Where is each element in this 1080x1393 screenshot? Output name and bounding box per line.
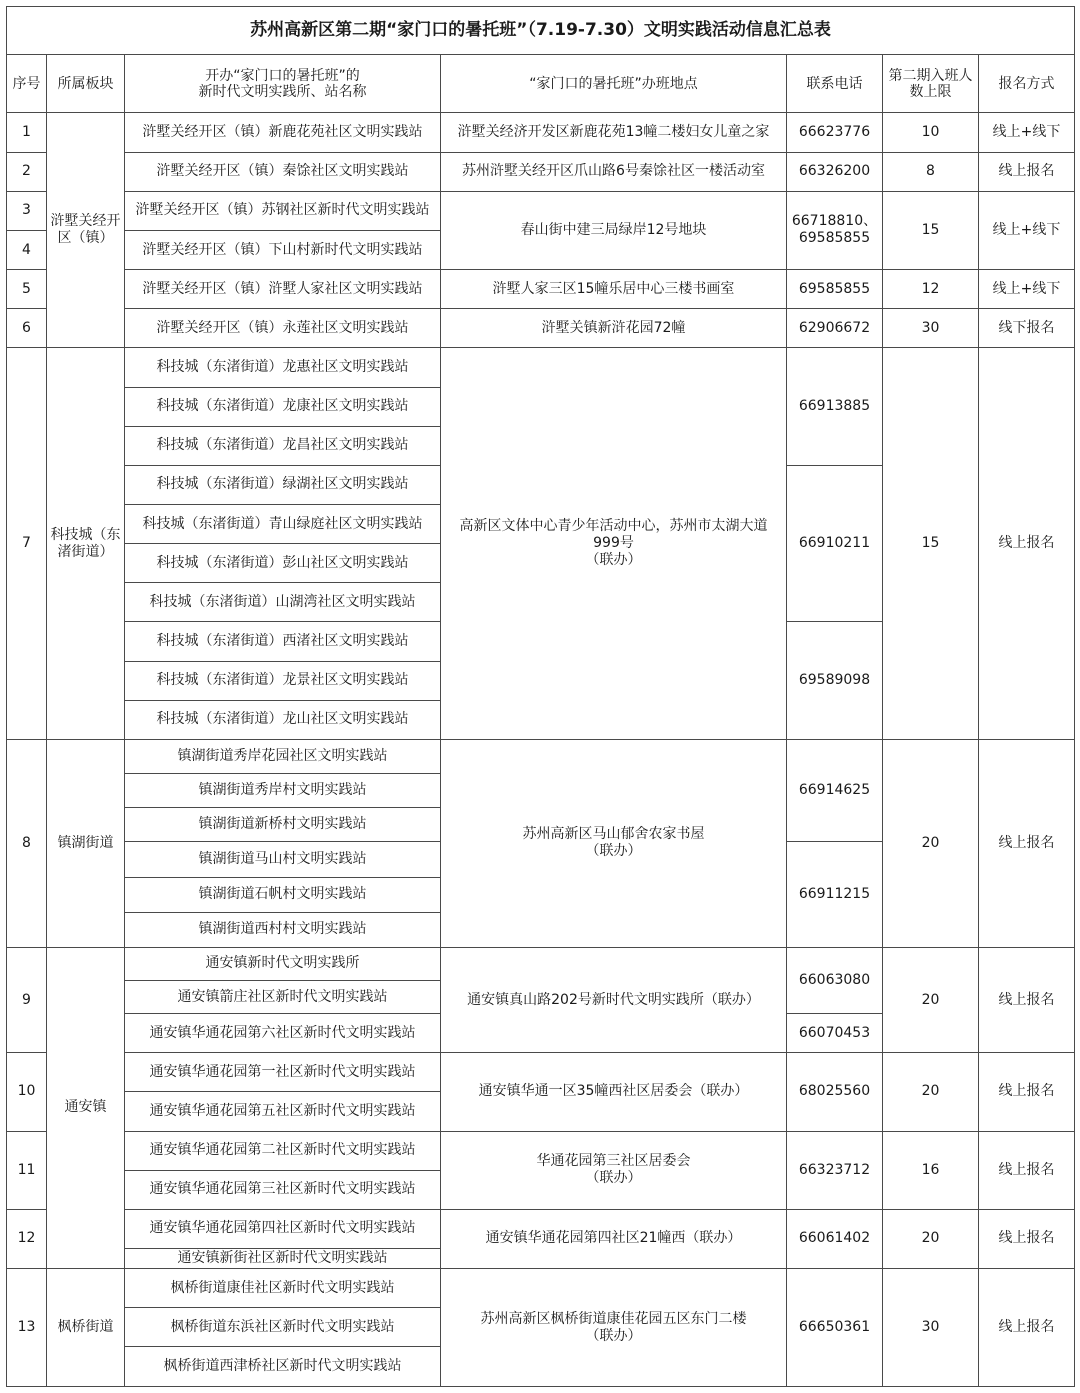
station-cell: 通安镇华通花园第五社区新时代文明实践站 — [125, 1092, 441, 1131]
station-cell: 浒墅关经开区（镇）浒墅人家社区文明实践站 — [125, 270, 441, 309]
signup-cell: 线上报名 — [979, 348, 1075, 740]
location-cell: 通安镇真山路202号新时代文明实践所（联办） — [441, 947, 787, 1052]
location-cell: 苏州浒墅关经开区爪山路6号秦馀社区一楼活动室 — [441, 152, 787, 191]
header-phone: 联系电话 — [787, 55, 883, 113]
location-cell: 苏州高新区枫桥街道康佳花园五区东门二楼 （联办） — [441, 1269, 787, 1387]
phone-cell: 62906672 — [787, 309, 883, 348]
table-row — [7, 947, 1075, 980]
station-cell: 浒墅关经开区（镇）下山村新时代文明实践站 — [125, 230, 441, 269]
capacity-cell: 20 — [883, 739, 979, 947]
location-cell: 浒墅关镇新浒花园72幢 — [441, 309, 787, 348]
phone-cell: 66914625 — [787, 739, 883, 841]
phone-cell: 66063080 — [787, 947, 883, 1013]
station-cell: 科技城（东渚街道）龙康社区文明实践站 — [125, 387, 441, 426]
station-cell: 通安镇华通花园第一社区新时代文明实践站 — [125, 1053, 441, 1092]
header-capacity: 第二期入班人数上限 — [883, 55, 979, 113]
station-cell: 科技城（东渚街道）青山绿庭社区文明实践站 — [125, 505, 441, 544]
capacity-cell: 30 — [883, 1269, 979, 1387]
block-cell: 科技城（东渚街道） — [47, 348, 125, 740]
seq-cell: 11 — [7, 1131, 47, 1209]
capacity-cell: 15 — [883, 348, 979, 740]
block-cell: 镇湖街道 — [47, 739, 125, 947]
capacity-cell: 20 — [883, 1209, 979, 1268]
signup-cell: 线上报名 — [979, 739, 1075, 947]
phone-cell: 66326200 — [787, 152, 883, 191]
signup-cell: 线下报名 — [979, 309, 1075, 348]
station-cell: 浒墅关经开区（镇）永莲社区文明实践站 — [125, 309, 441, 348]
table-row — [7, 270, 1075, 309]
table-row — [7, 739, 1075, 773]
signup-cell: 线上报名 — [979, 1209, 1075, 1268]
phone-cell: 66070453 — [787, 1014, 883, 1053]
station-cell: 通安镇新街社区新时代文明实践站 — [125, 1249, 441, 1269]
table-title: 苏州高新区第二期“家门口的暑托班”（7.19-7.30）文明实践活动信息汇总表 — [7, 7, 1075, 55]
station-cell: 通安镇箭庄社区新时代文明实践站 — [125, 980, 441, 1013]
capacity-cell: 15 — [883, 191, 979, 269]
header-row — [7, 55, 1075, 113]
seq-cell: 10 — [7, 1053, 47, 1131]
phone-cell: 69589098 — [787, 622, 883, 739]
signup-cell: 线上+线下 — [979, 113, 1075, 152]
capacity-cell: 8 — [883, 152, 979, 191]
phone-cell: 68025560 — [787, 1053, 883, 1131]
signup-cell: 线上报名 — [979, 1131, 1075, 1209]
header-station-name: 开办“家门口的暑托班”的 新时代文明实践所、站名称 — [125, 55, 441, 113]
block-cell: 通安镇 — [47, 947, 125, 1268]
station-cell: 科技城（东渚街道）绿湖社区文明实践站 — [125, 465, 441, 504]
signup-cell: 线上报名 — [979, 947, 1075, 1052]
table-row — [7, 309, 1075, 348]
header-block: 所属板块 — [47, 55, 125, 113]
signup-cell: 线上报名 — [979, 152, 1075, 191]
station-cell: 科技城（东渚街道）西渚社区文明实践站 — [125, 622, 441, 661]
table-row — [7, 1131, 1075, 1170]
station-cell: 镇湖街道西村村文明实践站 — [125, 912, 441, 947]
seq-cell: 5 — [7, 270, 47, 309]
capacity-cell: 10 — [883, 113, 979, 152]
station-cell: 通安镇华通花园第四社区新时代文明实践站 — [125, 1209, 441, 1248]
header-signup: 报名方式 — [979, 55, 1075, 113]
seq-cell: 9 — [7, 947, 47, 1052]
station-cell: 镇湖街道新桥村文明实践站 — [125, 808, 441, 842]
header-seq: 序号 — [7, 55, 47, 113]
station-cell: 枫桥街道西津桥社区新时代文明实践站 — [125, 1347, 441, 1387]
block-cell: 浒墅关经开区（镇） — [47, 113, 125, 348]
table-row — [7, 113, 1075, 152]
capacity-cell: 20 — [883, 1053, 979, 1131]
station-cell: 科技城（东渚街道）龙景社区文明实践站 — [125, 661, 441, 700]
phone-cell: 66650361 — [787, 1269, 883, 1387]
location-cell: 苏州高新区马山郁舍农家书屋 （联办） — [441, 739, 787, 947]
signup-cell: 线上+线下 — [979, 270, 1075, 309]
station-cell: 镇湖街道秀岸花园社区文明实践站 — [125, 739, 441, 773]
station-cell: 镇湖街道马山村文明实践站 — [125, 842, 441, 877]
signup-cell: 线上+线下 — [979, 191, 1075, 269]
station-cell: 通安镇华通花园第六社区新时代文明实践站 — [125, 1014, 441, 1053]
station-cell: 通安镇新时代文明实践所 — [125, 947, 441, 980]
seq-cell: 3 — [7, 191, 47, 230]
phone-cell: 66623776 — [787, 113, 883, 152]
table-row — [7, 348, 1075, 387]
phone-cell: 66061402 — [787, 1209, 883, 1268]
seq-cell: 12 — [7, 1209, 47, 1268]
seq-cell: 4 — [7, 230, 47, 269]
location-cell: 高新区文体中心青少年活动中心，苏州市太湖大道 999号 （联办） — [441, 348, 787, 740]
signup-cell: 线上报名 — [979, 1053, 1075, 1131]
phone-cell: 66913885 — [787, 348, 883, 465]
location-cell: 华通花园第三社区居委会 （联办） — [441, 1131, 787, 1209]
block-cell: 枫桥街道 — [47, 1269, 125, 1387]
station-cell: 枫桥街道康佳社区新时代文明实践站 — [125, 1269, 441, 1308]
station-cell: 科技城（东渚街道）龙惠社区文明实践站 — [125, 348, 441, 387]
seq-cell: 2 — [7, 152, 47, 191]
station-cell: 镇湖街道石帆村文明实践站 — [125, 877, 441, 912]
phone-cell: 66718810、 69585855 — [787, 191, 883, 269]
phone-cell: 66911215 — [787, 842, 883, 947]
table-row — [7, 1209, 1075, 1248]
phone-cell: 69585855 — [787, 270, 883, 309]
station-cell: 枫桥街道东浜社区新时代文明实践站 — [125, 1308, 441, 1347]
station-cell: 浒墅关经开区（镇）苏钢社区新时代文明实践站 — [125, 191, 441, 230]
capacity-cell: 12 — [883, 270, 979, 309]
seq-cell: 7 — [7, 348, 47, 740]
table-row — [7, 152, 1075, 191]
location-cell: 浒墅关经济开发区新鹿花苑13幢二楼妇女儿童之家 — [441, 113, 787, 152]
info-summary-table — [6, 6, 1075, 1387]
table-row — [7, 1269, 1075, 1308]
station-cell: 科技城（东渚街道）龙昌社区文明实践站 — [125, 426, 441, 465]
station-cell: 通安镇华通花园第三社区新时代文明实践站 — [125, 1170, 441, 1209]
seq-cell: 13 — [7, 1269, 47, 1387]
seq-cell: 1 — [7, 113, 47, 152]
location-cell: 浒墅人家三区15幢乐居中心三楼书画室 — [441, 270, 787, 309]
location-cell: 通安镇华通花园第四社区21幢西（联办） — [441, 1209, 787, 1268]
station-cell: 浒墅关经开区（镇）秦馀社区文明实践站 — [125, 152, 441, 191]
capacity-cell: 30 — [883, 309, 979, 348]
station-cell: 镇湖街道秀岸村文明实践站 — [125, 774, 441, 808]
seq-cell: 6 — [7, 309, 47, 348]
phone-cell: 66323712 — [787, 1131, 883, 1209]
station-cell: 浒墅关经开区（镇）新鹿花苑社区文明实践站 — [125, 113, 441, 152]
capacity-cell: 20 — [883, 947, 979, 1052]
table-row — [7, 1053, 1075, 1092]
station-cell: 科技城（东渚街道）彭山社区文明实践站 — [125, 544, 441, 583]
location-cell: 春山街中建三局绿岸12号地块 — [441, 191, 787, 269]
location-cell: 通安镇华通一区35幢西社区居委会（联办） — [441, 1053, 787, 1131]
station-cell: 科技城（东渚街道）山湖湾社区文明实践站 — [125, 583, 441, 622]
header-location: “家门口的暑托班”办班地点 — [441, 55, 787, 113]
seq-cell: 8 — [7, 739, 47, 947]
capacity-cell: 16 — [883, 1131, 979, 1209]
station-cell: 通安镇华通花园第二社区新时代文明实践站 — [125, 1131, 441, 1170]
signup-cell: 线上报名 — [979, 1269, 1075, 1387]
station-cell: 科技城（东渚街道）龙山社区文明实践站 — [125, 700, 441, 739]
phone-cell: 66910211 — [787, 465, 883, 622]
table-row — [7, 191, 1075, 230]
